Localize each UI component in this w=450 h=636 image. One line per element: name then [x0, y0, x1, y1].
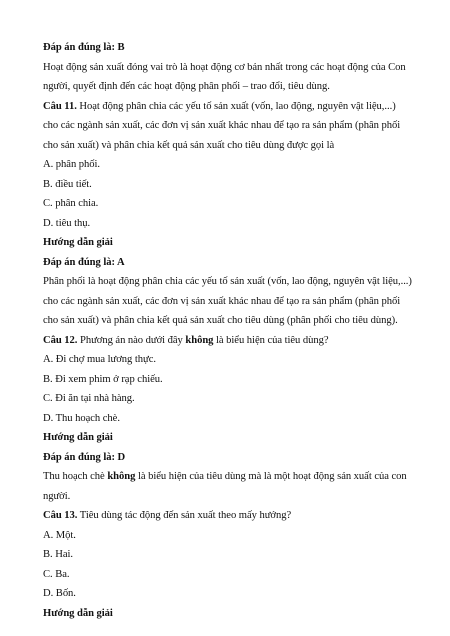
- answer-label: Đáp án đúng là: A: [43, 256, 125, 268]
- answer-label: Đáp án đúng là: B: [43, 42, 125, 53]
- option-b: B. Đi xem phim ở rạp chiếu.: [43, 373, 163, 385]
- question-13: [43, 506, 413, 526]
- explanation-line: cho các ngành sản xuất, các đơn vị sản xuất khác nhau để tạo ra sản phẩm (phân phối: [43, 295, 401, 307]
- question-text: Phương án nào dưới đây: [77, 334, 186, 346]
- option-c: C. Ba.: [43, 568, 70, 580]
- explanation-line: cho sản xuất) và phân chia kết quả sản xuất cho tiêu dùng (phân phối cho tiêu dùng).: [43, 315, 398, 326]
- explanation-line: [43, 467, 413, 487]
- question-text: Tiêu dùng tác động đến sản xuất theo mấy hướng?: [77, 510, 292, 521]
- option-d: D. Thu hoạch chè.: [43, 412, 120, 424]
- emphasis-text: không: [185, 334, 214, 346]
- explanation-line: Phân phối là hoạt động phân chia các yếu tố sản xuất (vốn, lao động, nguyên vật liệu,...): [43, 276, 412, 287]
- question-text: là biểu hiện của tiêu dùng?: [213, 334, 329, 346]
- option-b: B. điều tiết.: [43, 178, 92, 190]
- explanation-line: người.: [43, 490, 71, 502]
- document-page: [43, 38, 413, 623]
- question-text-line: cho các ngành sản xuất, các đơn vị sản xuất khác nhau để tạo ra sản phẩm (phân phối: [43, 120, 401, 131]
- question-12: [43, 331, 413, 351]
- guide-heading: Hướng dẫn giải: [43, 432, 113, 443]
- question-11: [43, 97, 413, 117]
- question-text-line: cho sản xuất) và phân chia kết quả sản xuất cho tiêu dùng được gọi là: [43, 139, 335, 151]
- explanation-text: là biểu hiện của tiêu dùng mà là một hoạt động sản xuất của con: [135, 471, 407, 482]
- option-a: A. Đi chợ mua lương thực.: [43, 354, 156, 365]
- question-number: Câu 11.: [43, 100, 77, 112]
- explanation-text: Thu hoạch chè: [43, 471, 108, 482]
- emphasis-text: không: [107, 471, 136, 482]
- option-b: B. Hai.: [43, 549, 73, 560]
- option-d: D. tiêu thụ.: [43, 217, 91, 229]
- explanation-line: người, quyết định đến các hoạt động phân phối – trao đổi, tiêu dùng.: [43, 81, 330, 92]
- answer-label: Đáp án đúng là: D: [43, 451, 126, 463]
- question-number: Câu 12.: [43, 334, 78, 346]
- question-text: Hoạt động phân chia các yếu tố sản xuất (vốn, lao động, nguyên vật liệu,...): [76, 100, 396, 112]
- option-c: C. phân chia.: [43, 198, 99, 209]
- option-a: A. phân phối.: [43, 159, 101, 170]
- question-number: Câu 13.: [43, 510, 78, 521]
- guide-heading: Hướng dẫn giải: [43, 237, 113, 248]
- option-d: D. Bốn.: [43, 588, 76, 599]
- option-c: C. Đi ăn tại nhà hàng.: [43, 393, 135, 404]
- explanation-line: Hoạt động sản xuất đóng vai trò là hoạt động cơ bản nhất trong các hoạt động của Con: [43, 61, 406, 73]
- option-a: A. Một.: [43, 529, 76, 541]
- guide-heading: Hướng dẫn giải: [43, 607, 113, 619]
